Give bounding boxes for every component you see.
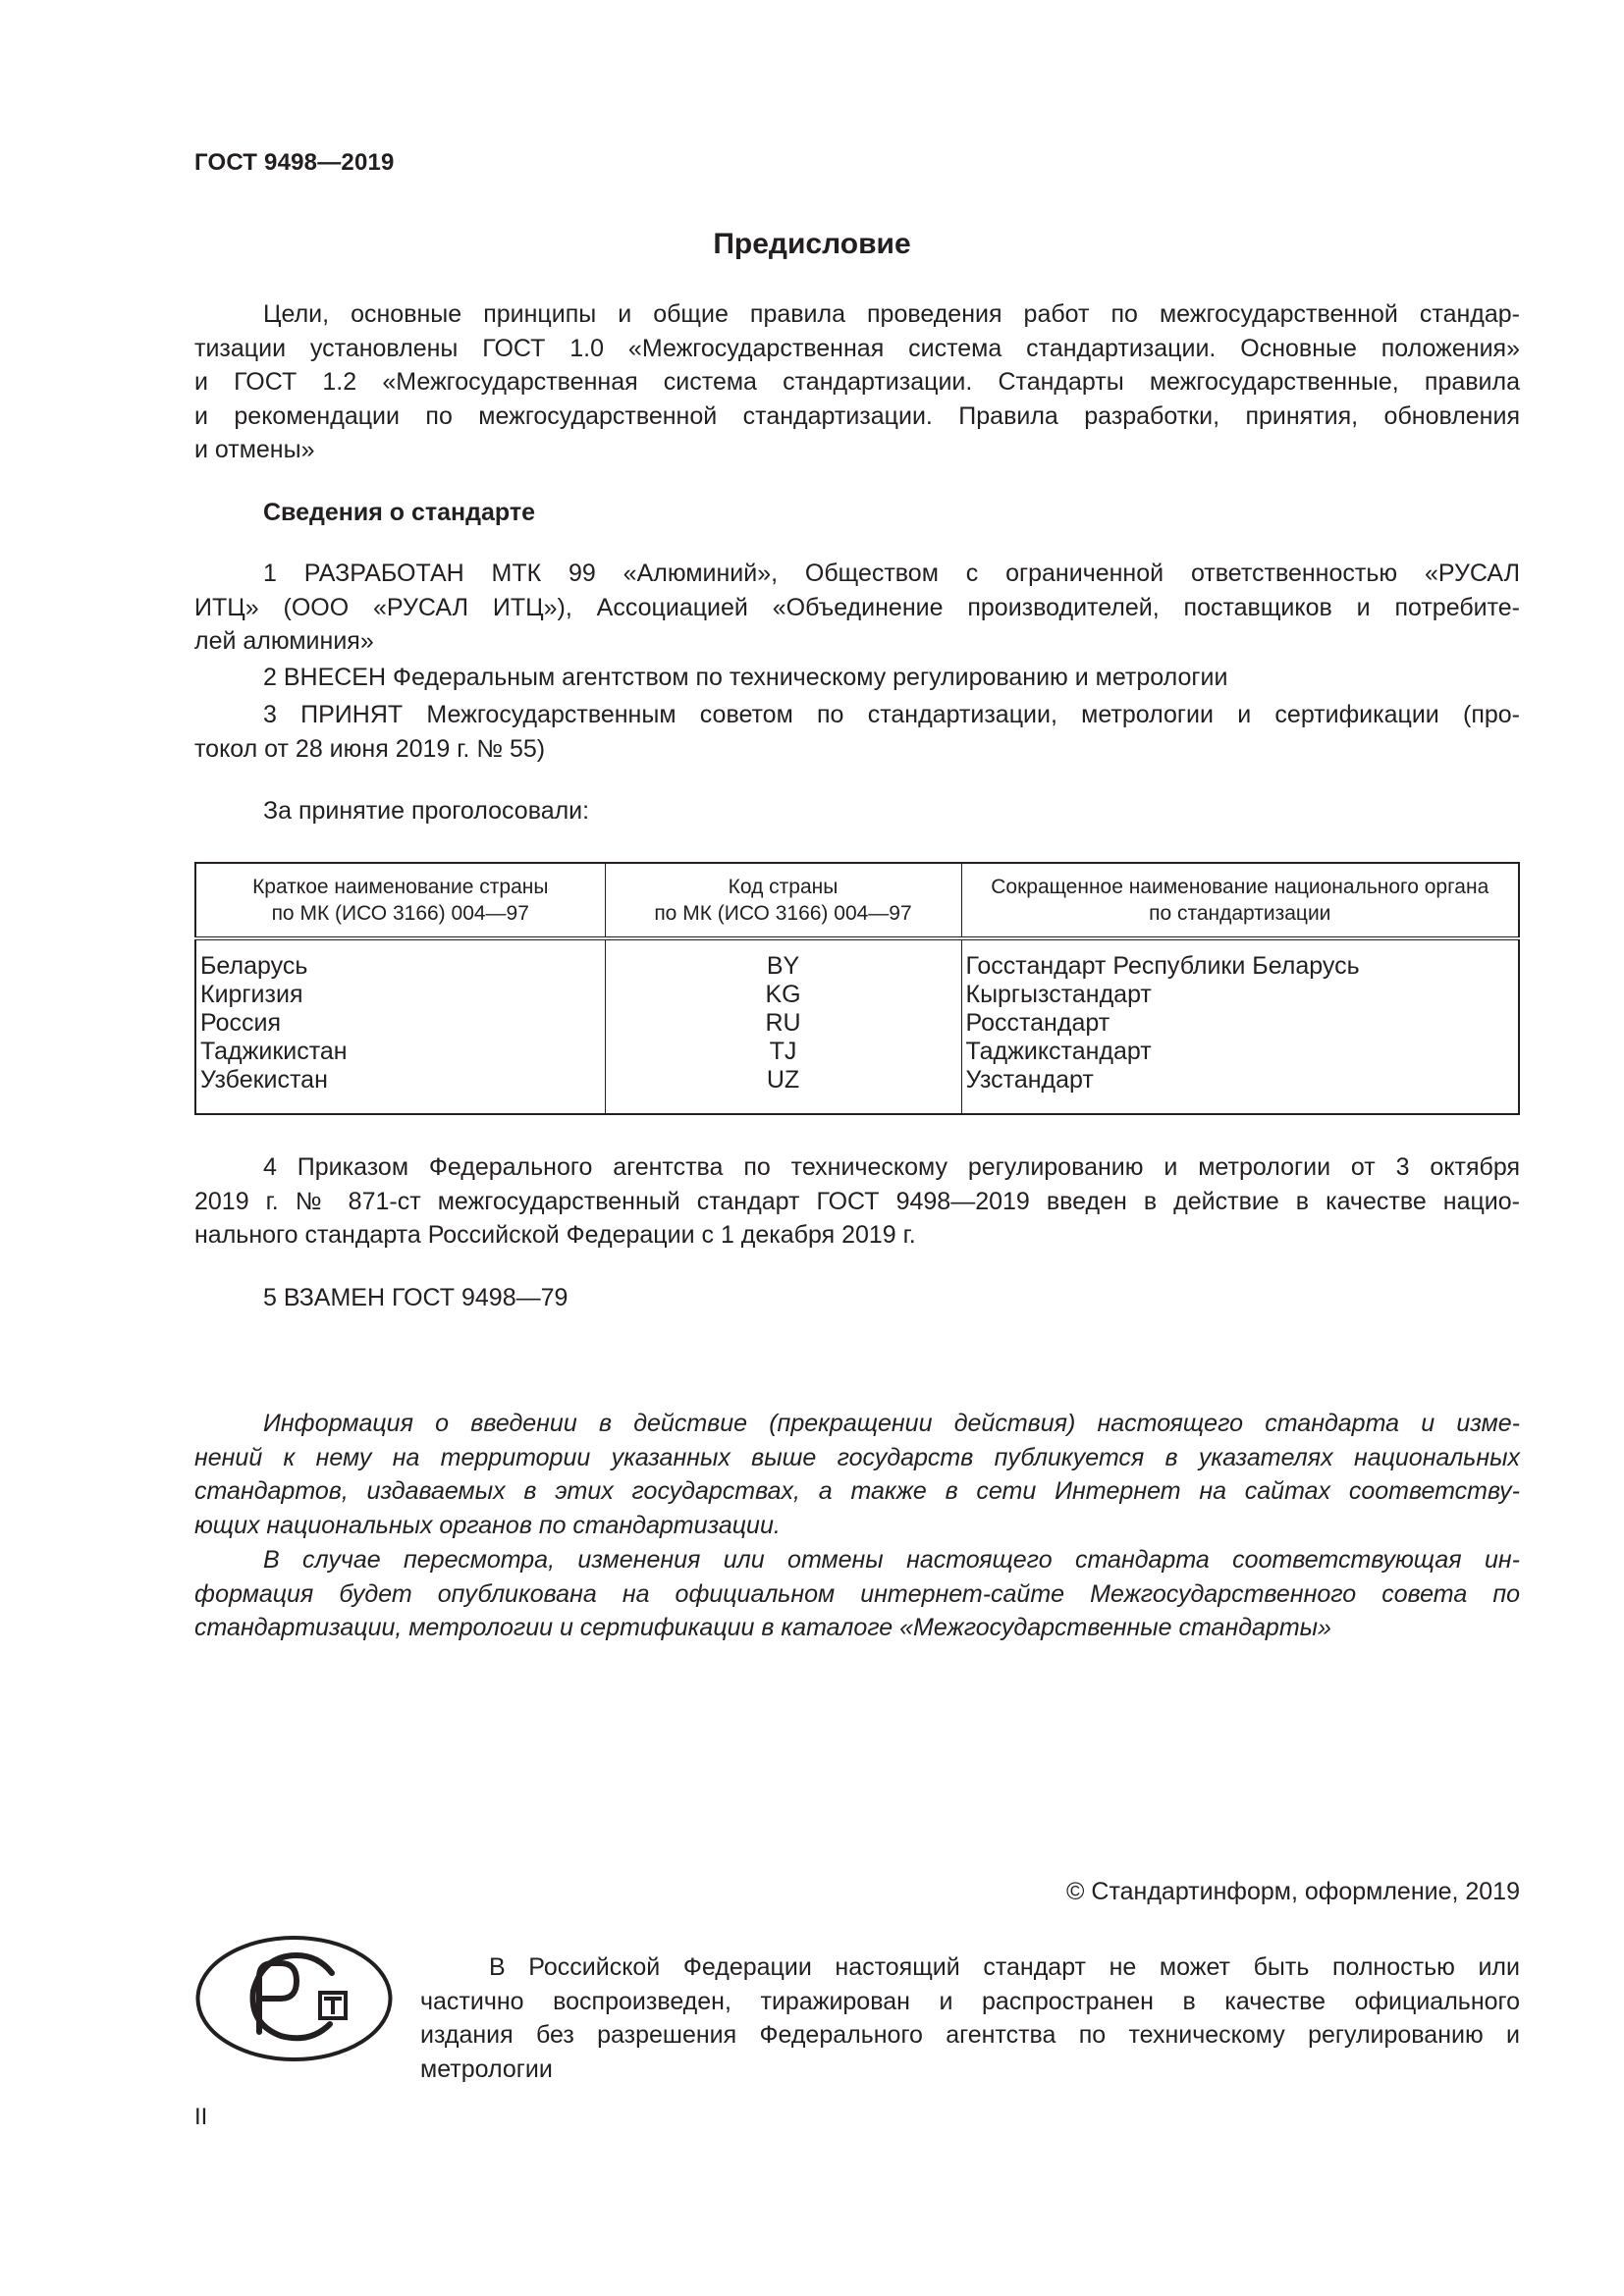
table-cell: KG: [765, 981, 801, 1008]
header-line: Код страны: [728, 876, 839, 898]
table-cell: Таджикстандарт: [965, 1038, 1152, 1065]
item-3-adopted-by: [194, 698, 1520, 766]
note-line: стандартизации, метрологии и сертификации в каталоге «Межгосударственные стандарты»: [194, 1614, 1331, 1641]
item-3-line: токол от 28 июня 2019 г. № 55): [194, 734, 546, 763]
notice-line: В Российской Федерации настоящий стандарт не может быть полностью или: [489, 1953, 1520, 1981]
table-body-row: [195, 938, 1519, 1114]
table-cell: Киргизия: [200, 981, 303, 1008]
table-cell: Кыргызстандарт: [965, 981, 1152, 1008]
item-4-line: 4 Приказом Федерального агентства по техническому регулированию и метрологии от 3 октября: [263, 1153, 1520, 1181]
intro-line: тизации установлены ГОСТ 1.0 «Межгосударственная система стандартизации. Основные положения»: [194, 334, 1520, 362]
table-cell: Узбекистан: [200, 1066, 328, 1094]
header-national-body: [961, 863, 1519, 938]
note-line: В случае пересмотра, изменения или отмены настоящего стандарта соответствующая ин-: [263, 1546, 1520, 1574]
voting-table: [194, 862, 1520, 1115]
intro-line: и рекомендации по межгосударственной стандартизации. Правила разработки, принятия, обновления: [194, 401, 1520, 430]
header-country-name: [195, 863, 605, 938]
table-cell: Госстандарт Республики Беларусь: [965, 952, 1360, 980]
item-1-line: ИТЦ» (ООО «РУСАЛ ИТЦ»), Ассоциацией «Объединение производителей, поставщиков и потребите-: [194, 593, 1520, 621]
national-body-column: [961, 938, 1519, 1114]
table-cell: Таджикистан: [200, 1038, 348, 1065]
italic-note-publication: [194, 1407, 1520, 1542]
page-title: Предисловие: [713, 228, 911, 260]
notice-line: метрологии: [420, 2055, 553, 2083]
item-1-developed-by: [194, 557, 1520, 659]
intro-paragraph: [194, 297, 1520, 467]
header-line: Краткое наименование страны: [252, 876, 549, 898]
item-4-line: 2019 г. № 871-ст межгосударственный стандарт ГОСТ 9498—2019 введен в действие в качестве нацио-: [194, 1187, 1520, 1215]
info-heading: Сведения о стандарте: [263, 499, 536, 526]
note-line: Информация о введении в действие (прекращении действия) настоящего стандарта и изме-: [263, 1410, 1520, 1437]
item-3-line: 3 ПРИНЯТ Межгосударственным советом по стандартизации, метрологии и сертификации (про-: [263, 701, 1520, 728]
header-line: по стандартизации: [1149, 902, 1331, 925]
table-cell: UZ: [766, 1066, 800, 1094]
item-1-line: лей алюминия»: [194, 627, 374, 655]
standard-code-header: ГОСТ 9498—2019: [194, 149, 395, 176]
copyright-notice: © Стандартинформ, оформление, 2019: [1066, 1878, 1520, 1905]
notice-line: частично воспроизведен, тиражирован и распространен в качестве официального: [420, 1987, 1520, 2015]
italic-note-revision: [194, 1543, 1520, 1645]
item-2-introduced-by: 2 ВНЕСЕН Федеральным агентством по техническому регулированию и метрологии: [263, 664, 1228, 691]
intro-line: Цели, основные принципы и общие правила проведения работ по межгосударственной стандар-: [263, 300, 1520, 328]
header-country-code: [605, 863, 961, 938]
item-4-line: нального стандарта Российской Федерации с 1 декабря 2019 г.: [194, 1221, 916, 1249]
intro-line: и отмены»: [194, 436, 315, 463]
notice-line: издания без разрешения Федерального агентства по техническому регулированию и: [420, 2021, 1520, 2049]
item-4-order: [194, 1150, 1520, 1253]
item-5-replaces: 5 ВЗАМЕН ГОСТ 9498—79: [263, 1284, 568, 1311]
table-cell: TJ: [769, 1038, 797, 1065]
code-column: [605, 938, 961, 1114]
reproduction-notice: [420, 1950, 1520, 2086]
table-cell: Россия: [200, 1009, 281, 1037]
table-cell: BY: [766, 952, 800, 980]
table-cell: Узстандарт: [965, 1066, 1094, 1094]
header-line: по МК (ИСО 3166) 004—97: [271, 902, 529, 925]
item-1-line: 1 РАЗРАБОТАН МТК 99 «Алюминий», Обществом с ограниченной ответственностью «РУСАЛ: [263, 560, 1520, 587]
header-line: по МК (ИСО 3166) 004—97: [654, 902, 912, 925]
country-column: [195, 938, 605, 1114]
table-cell: Беларусь: [200, 952, 308, 980]
voted-label: За принятие проголосовали:: [263, 797, 590, 825]
note-line: стандартов, издаваемых в этих государствах, а также в сети Интернет на сайтах соответству-: [194, 1477, 1520, 1505]
page-number: II: [194, 2104, 208, 2130]
table-header-row: [195, 863, 1519, 938]
table-cell: RU: [765, 1009, 801, 1037]
note-line: ющих национальных органов по стандартизации.: [194, 1511, 781, 1539]
note-line: нений к нему на территории указанных выше государств публикуется в указателях национальных: [194, 1443, 1520, 1471]
rst-conformity-mark-icon: [194, 1934, 394, 2063]
table-cell: Росстандарт: [965, 1009, 1110, 1037]
note-line: формация будет опубликована на официальном интернет-сайте Межгосударственного совета по: [194, 1579, 1520, 1608]
intro-line: и ГОСТ 1.2 «Межгосударственная система стандартизации. Стандарты межгосударственные, правила: [194, 368, 1520, 396]
header-line: Сокращенное наименование национального органа: [991, 876, 1489, 898]
